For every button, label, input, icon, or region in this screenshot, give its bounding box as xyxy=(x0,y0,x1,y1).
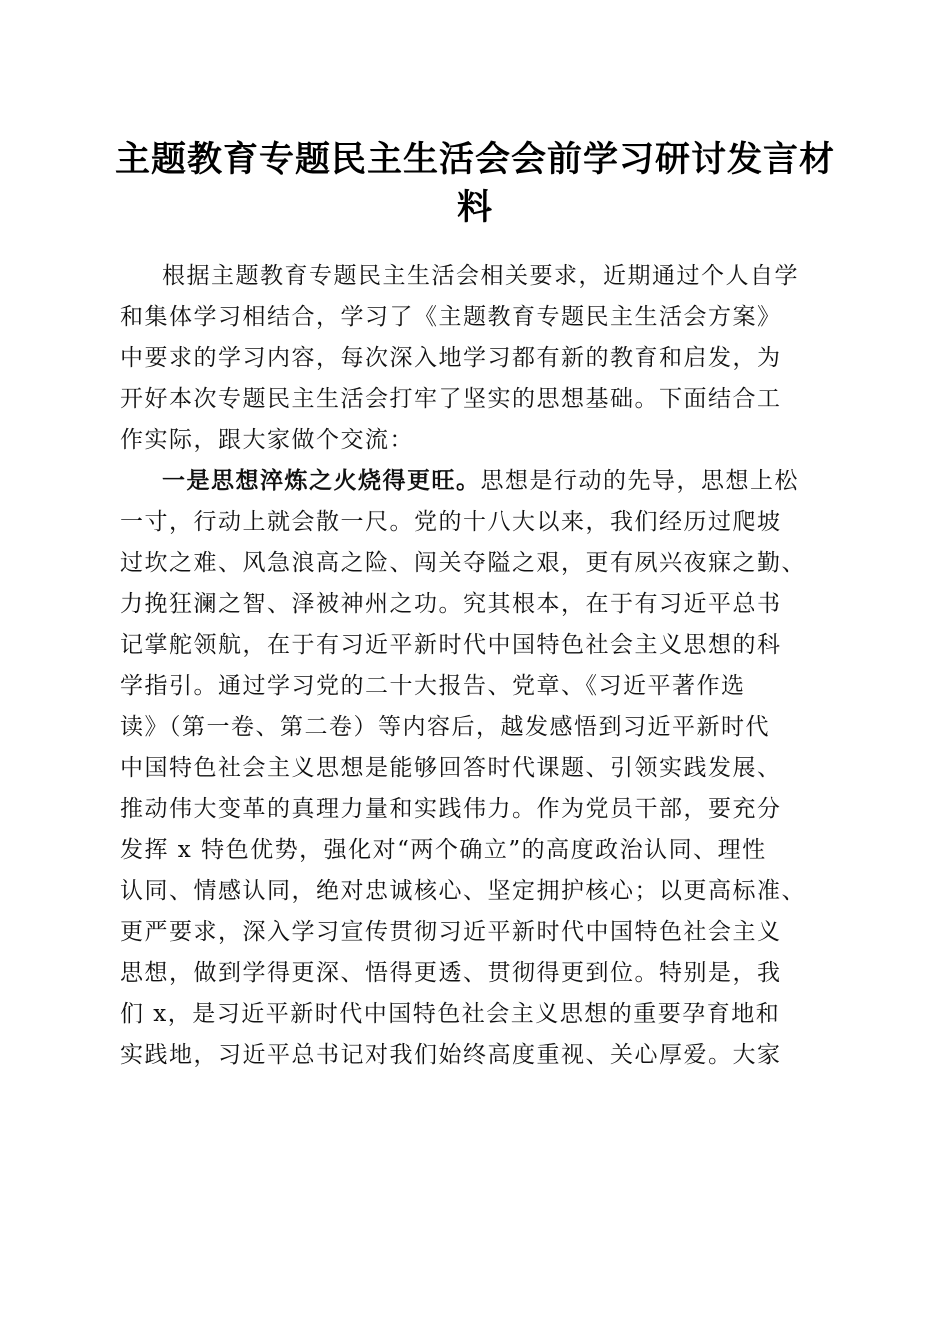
paragraph-line: 推动伟大变革的真理力量和实践伟力。作为党员干部，要充分 xyxy=(120,796,782,822)
paragraph-line: 实践地，习近平总书记对我们始终高度重视、关心厚爱。大家 xyxy=(120,1042,782,1068)
paragraph-line: 根据主题教育专题民主生活会相关要求，近期通过个人自学 xyxy=(162,263,799,289)
paragraph-line: 作实际，跟大家做个交流： xyxy=(120,427,414,453)
paragraph-line: 过坎之难、风急浪高之险、闯关夺隘之艰，更有夙兴夜寐之勤、 xyxy=(120,550,806,576)
paragraph-line: 力挽狂澜之智、泽被神州之功。究其根本，在于有习近平总书 xyxy=(120,591,782,617)
paragraph-line: 读》（第一卷、第二卷）等内容后，越发感悟到习近平新时代 xyxy=(120,714,770,740)
document-body xyxy=(120,256,840,1076)
paragraph-line: 发挥 x 特色优势，强化对“两个确立”的高度政治认同、理性 xyxy=(120,837,767,863)
paragraph-line: 中国特色社会主义思想是能够回答时代课题、引领实践发展、 xyxy=(120,755,782,781)
paragraph-line: 一寸，行动上就会散一尺。党的十八大以来，我们经历过爬坡 xyxy=(120,509,782,535)
title-line: 主题教育专题民主生活会会前学习研讨发言材 xyxy=(114,139,835,180)
point-heading: 一是思想淬炼之火烧得更旺。 xyxy=(162,468,481,494)
paragraph-line: 记掌舵领航，在于有习近平新时代中国特色社会主义思想的科 xyxy=(120,632,782,658)
point-text: 思想是行动的先导，思想上松 xyxy=(480,468,799,494)
paragraph-line: 学指引。通过学习党的二十大报告、党章、《习近平著作选 xyxy=(120,673,746,699)
paragraph-line: 更严要求，深入学习宣传贯彻习近平新时代中国特色社会主义 xyxy=(120,919,782,945)
title-line: 料 xyxy=(456,187,493,228)
paragraph-point-one xyxy=(120,461,840,1076)
paragraph-line: 中要求的学习内容，每次深入地学习都有新的教育和启发，为 xyxy=(120,345,782,371)
paragraph-line: 认同、情感认同，绝对忠诚核心、坚定拥护核心；以更高标准、 xyxy=(120,878,806,904)
paragraph-line xyxy=(120,461,840,502)
paragraph-line: 思想，做到学得更深、悟得更透、贯彻得更到位。特别是，我 xyxy=(120,960,782,986)
paragraph-line: 和集体学习相结合，学习了《主题教育专题民主生活会方案》 xyxy=(120,304,782,330)
paragraph-intro xyxy=(120,256,840,461)
paragraph-line: 们 x，是习近平新时代中国特色社会主义思想的重要孕育地和 xyxy=(120,1001,781,1027)
paragraph-line: 开好本次专题民主生活会打牢了坚实的思想基础。下面结合工 xyxy=(120,386,782,412)
document-title xyxy=(110,136,840,232)
